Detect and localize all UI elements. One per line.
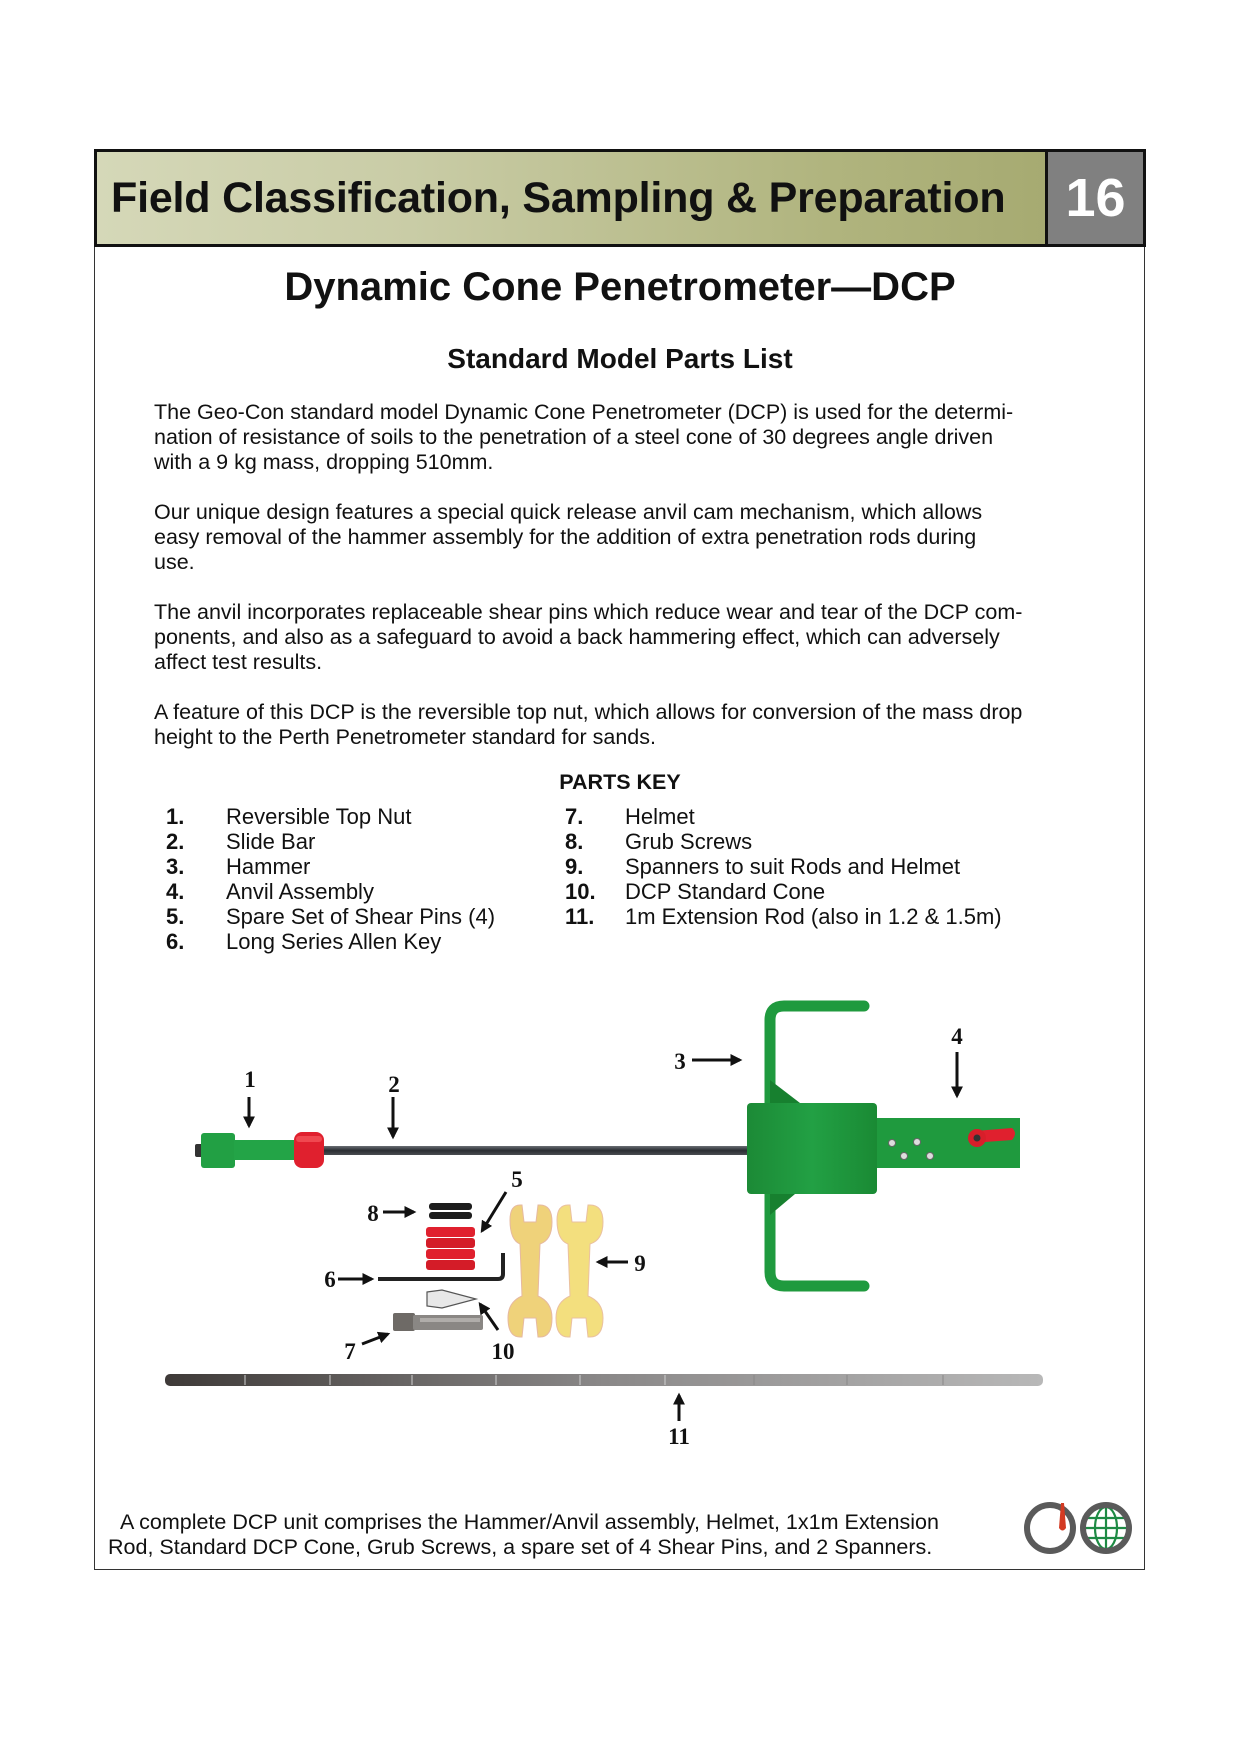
parts-number: 4. [166, 879, 185, 904]
parts-label: Spanners to suit Rods and Helmet [625, 854, 961, 879]
page-title: Dynamic Cone Penetrometer—DCP [284, 265, 956, 309]
anvil-bolt [914, 1139, 921, 1146]
handle-gusset-bottom [770, 1194, 795, 1215]
hammer-body [747, 1103, 877, 1194]
callout-label-10: 10 [491, 1339, 515, 1364]
grub-screw [429, 1203, 472, 1210]
reversible-top-nut [201, 1133, 235, 1168]
parts-label: 1m Extension Rod (also in 1.2 & 1.5m) [625, 904, 1002, 929]
page-subtitle: Standard Model Parts List [447, 343, 793, 374]
paragraph-line: The Geo-Con standard model Dynamic Cone Penetrometer (DCP) is used for the determi- [154, 400, 1014, 424]
footer-line: Rod, Standard DCP Cone, Grub Screws, a spare set of 4 Shear Pins, and 2 Spanners. [108, 1535, 933, 1559]
paragraph-line: height to the Perth Penetrometer standard for sands. [154, 725, 656, 749]
chapter-number: 16 [1045, 152, 1143, 244]
red-collar-highlight [296, 1136, 322, 1142]
shear-pin [426, 1227, 475, 1237]
parts-number: 7. [565, 804, 584, 829]
callout-label-9: 9 [634, 1251, 646, 1276]
paragraph-line: with a 9 kg mass, dropping 510mm. [154, 450, 494, 474]
callout-label-2: 2 [388, 1072, 400, 1097]
callout-label-4: 4 [951, 1024, 963, 1049]
paragraph-line: The anvil incorporates replaceable shear pins which reduce wear and tear of the DCP com- [154, 600, 1023, 624]
section-title: Field Classification, Sampling & Preparation [111, 174, 1006, 222]
parts-label: Spare Set of Shear Pins (4) [226, 904, 496, 929]
shear-pin [426, 1238, 475, 1248]
callout-label-7: 7 [344, 1339, 356, 1364]
callout-label-8: 8 [367, 1201, 379, 1226]
anvil-cam-pin [974, 1135, 981, 1142]
shear-pin [426, 1260, 475, 1270]
parts-label: DCP Standard Cone [625, 879, 826, 904]
anvil-bolt [927, 1153, 934, 1160]
parts-label: Grub Screws [625, 829, 753, 854]
paragraph-line: ponents, and also as a safeguard to avoid a back hammering effect, which can adversely [154, 625, 1000, 649]
parts-number: 2. [166, 829, 185, 854]
parts-number: 5. [166, 904, 185, 929]
callout-label-5: 5 [511, 1167, 523, 1192]
helmet [393, 1313, 415, 1331]
callout-arrow-5 [482, 1192, 506, 1231]
logo-ring-left [1027, 1505, 1073, 1551]
paragraph-line: A feature of this DCP is the reversible top nut, which allows for conversion of the mass drop [154, 700, 1023, 724]
geo-con-logo-icon [1027, 1503, 1129, 1551]
parts-number: 11. [565, 904, 595, 929]
callout-label-6: 6 [324, 1267, 336, 1292]
paragraph-line: use. [154, 550, 195, 574]
paragraph-line: nation of resistance of soils to the penetration of a steel cone of 30 degrees angle driven [154, 425, 994, 449]
parts-label: Long Series Allen Key [226, 929, 442, 954]
paragraph-line: easy removal of the hammer assembly for the addition of extra penetration rods during [154, 525, 977, 549]
extension-rod [165, 1374, 1043, 1386]
parts-key-title: PARTS KEY [559, 770, 681, 794]
helmet-body [413, 1315, 483, 1330]
parts-number: 1. [166, 804, 185, 829]
parts-label: Helmet [625, 804, 695, 829]
parts-number: 8. [565, 829, 584, 854]
callout-label-1: 1 [244, 1067, 256, 1092]
dcp-cone [427, 1290, 476, 1308]
parts-label: Anvil Assembly [226, 879, 374, 904]
parts-label: Slide Bar [226, 829, 316, 854]
callout-label-11: 11 [668, 1424, 690, 1449]
spanner [508, 1205, 552, 1337]
parts-number: 9. [565, 854, 584, 879]
grub-screw [429, 1212, 472, 1219]
callout-label-3: 3 [674, 1049, 686, 1074]
callout-arrow-7 [362, 1334, 388, 1344]
hammer-handle-top [770, 1006, 864, 1103]
parts-label: Hammer [226, 854, 311, 879]
helmet-highlight [420, 1318, 480, 1322]
hammer-handle-bottom [770, 1194, 864, 1286]
footer-note [108, 1510, 1008, 1560]
parts-number: 6. [166, 929, 185, 954]
shear-pin [426, 1249, 475, 1259]
spanner [556, 1205, 603, 1337]
parts-number: 3. [166, 854, 185, 879]
footer-line: A complete DCP unit comprises the Hammer/Anvil assembly, Helmet, 1x1m Extension [120, 1510, 939, 1534]
slide-bar [318, 1146, 753, 1155]
paragraph-line: affect test results. [154, 650, 323, 674]
paragraph-line: Our unique design features a special quick release anvil cam mechanism, which allows [154, 500, 983, 524]
parts-label: Reversible Top Nut [226, 804, 412, 829]
anvil-bolt [901, 1153, 908, 1160]
anvil-bolt [889, 1140, 896, 1147]
top-nut-shaft [234, 1140, 298, 1160]
parts-number: 10. [565, 879, 596, 904]
anvil-plate [877, 1118, 1020, 1168]
